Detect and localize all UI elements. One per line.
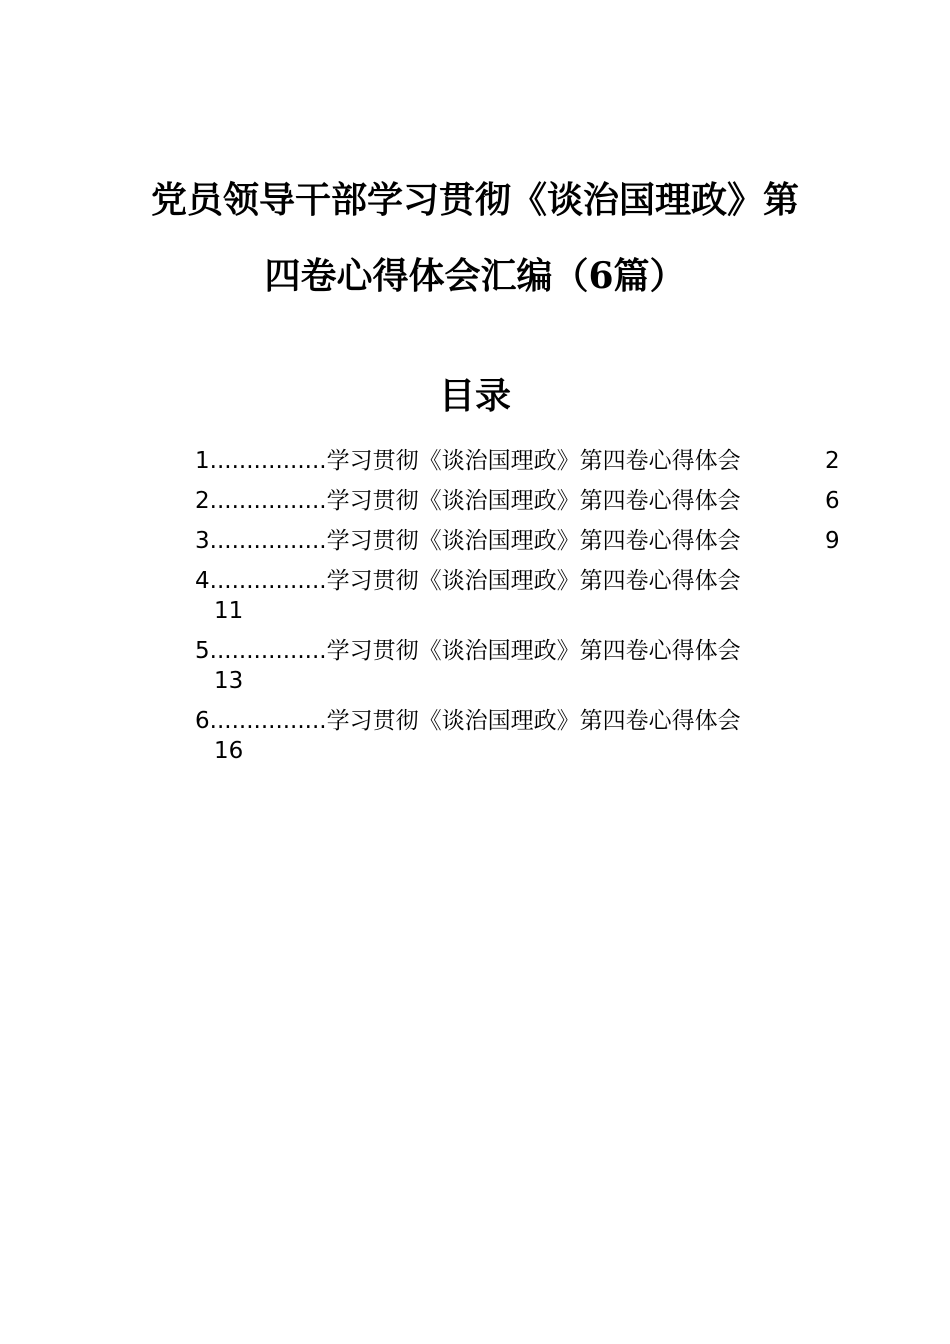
toc-entry-title: 学习贯彻《谈治国理政》第四卷心得体会 — [326, 528, 741, 554]
toc-entry-page: 16 — [214, 738, 244, 764]
toc-entry-3[interactable] — [195, 526, 845, 566]
toc-entry-leader: ................ — [209, 528, 327, 554]
toc-entry-6[interactable] — [195, 706, 845, 776]
toc-entry-title: 学习贯彻《谈治国理政》第四卷心得体会 — [326, 638, 741, 664]
toc-entry-leader: ................ — [209, 568, 327, 594]
toc-entry-title: 学习贯彻《谈治国理政》第四卷心得体会 — [326, 568, 741, 594]
toc-entry-number: 3 — [195, 528, 210, 554]
document-title-line-2: 四卷心得体会汇编（6篇） — [264, 255, 686, 297]
toc-entry-number: 5 — [195, 638, 210, 664]
toc-entry-2[interactable] — [195, 486, 845, 526]
toc-entry-leader: ................ — [209, 708, 327, 734]
toc-entry-page: 9 — [825, 528, 840, 554]
toc-entry-page: 2 — [825, 448, 840, 474]
toc-entry-leader: ................ — [209, 488, 327, 514]
toc-entry-leader: ................ — [209, 448, 327, 474]
table-of-contents — [195, 446, 845, 776]
toc-entry-page: 13 — [214, 668, 244, 694]
toc-entry-5[interactable] — [195, 636, 845, 706]
toc-entry-number: 2 — [195, 488, 210, 514]
toc-entry-number: 6 — [195, 708, 210, 734]
toc-entry-title: 学习贯彻《谈治国理政》第四卷心得体会 — [326, 708, 741, 734]
toc-entry-title: 学习贯彻《谈治国理政》第四卷心得体会 — [326, 448, 741, 474]
toc-heading: 目录 — [438, 375, 511, 417]
toc-entry-page: 11 — [214, 598, 244, 624]
toc-entry-4[interactable] — [195, 566, 845, 636]
toc-entry-leader: ................ — [209, 638, 327, 664]
toc-entry-1[interactable] — [195, 446, 845, 486]
toc-entry-page: 6 — [825, 488, 840, 514]
toc-entry-number: 1 — [195, 448, 210, 474]
toc-entry-number: 4 — [195, 568, 210, 594]
document-title-line-1: 党员领导干部学习贯彻《谈治国理政》第 — [150, 179, 799, 221]
toc-entry-title: 学习贯彻《谈治国理政》第四卷心得体会 — [326, 488, 741, 514]
